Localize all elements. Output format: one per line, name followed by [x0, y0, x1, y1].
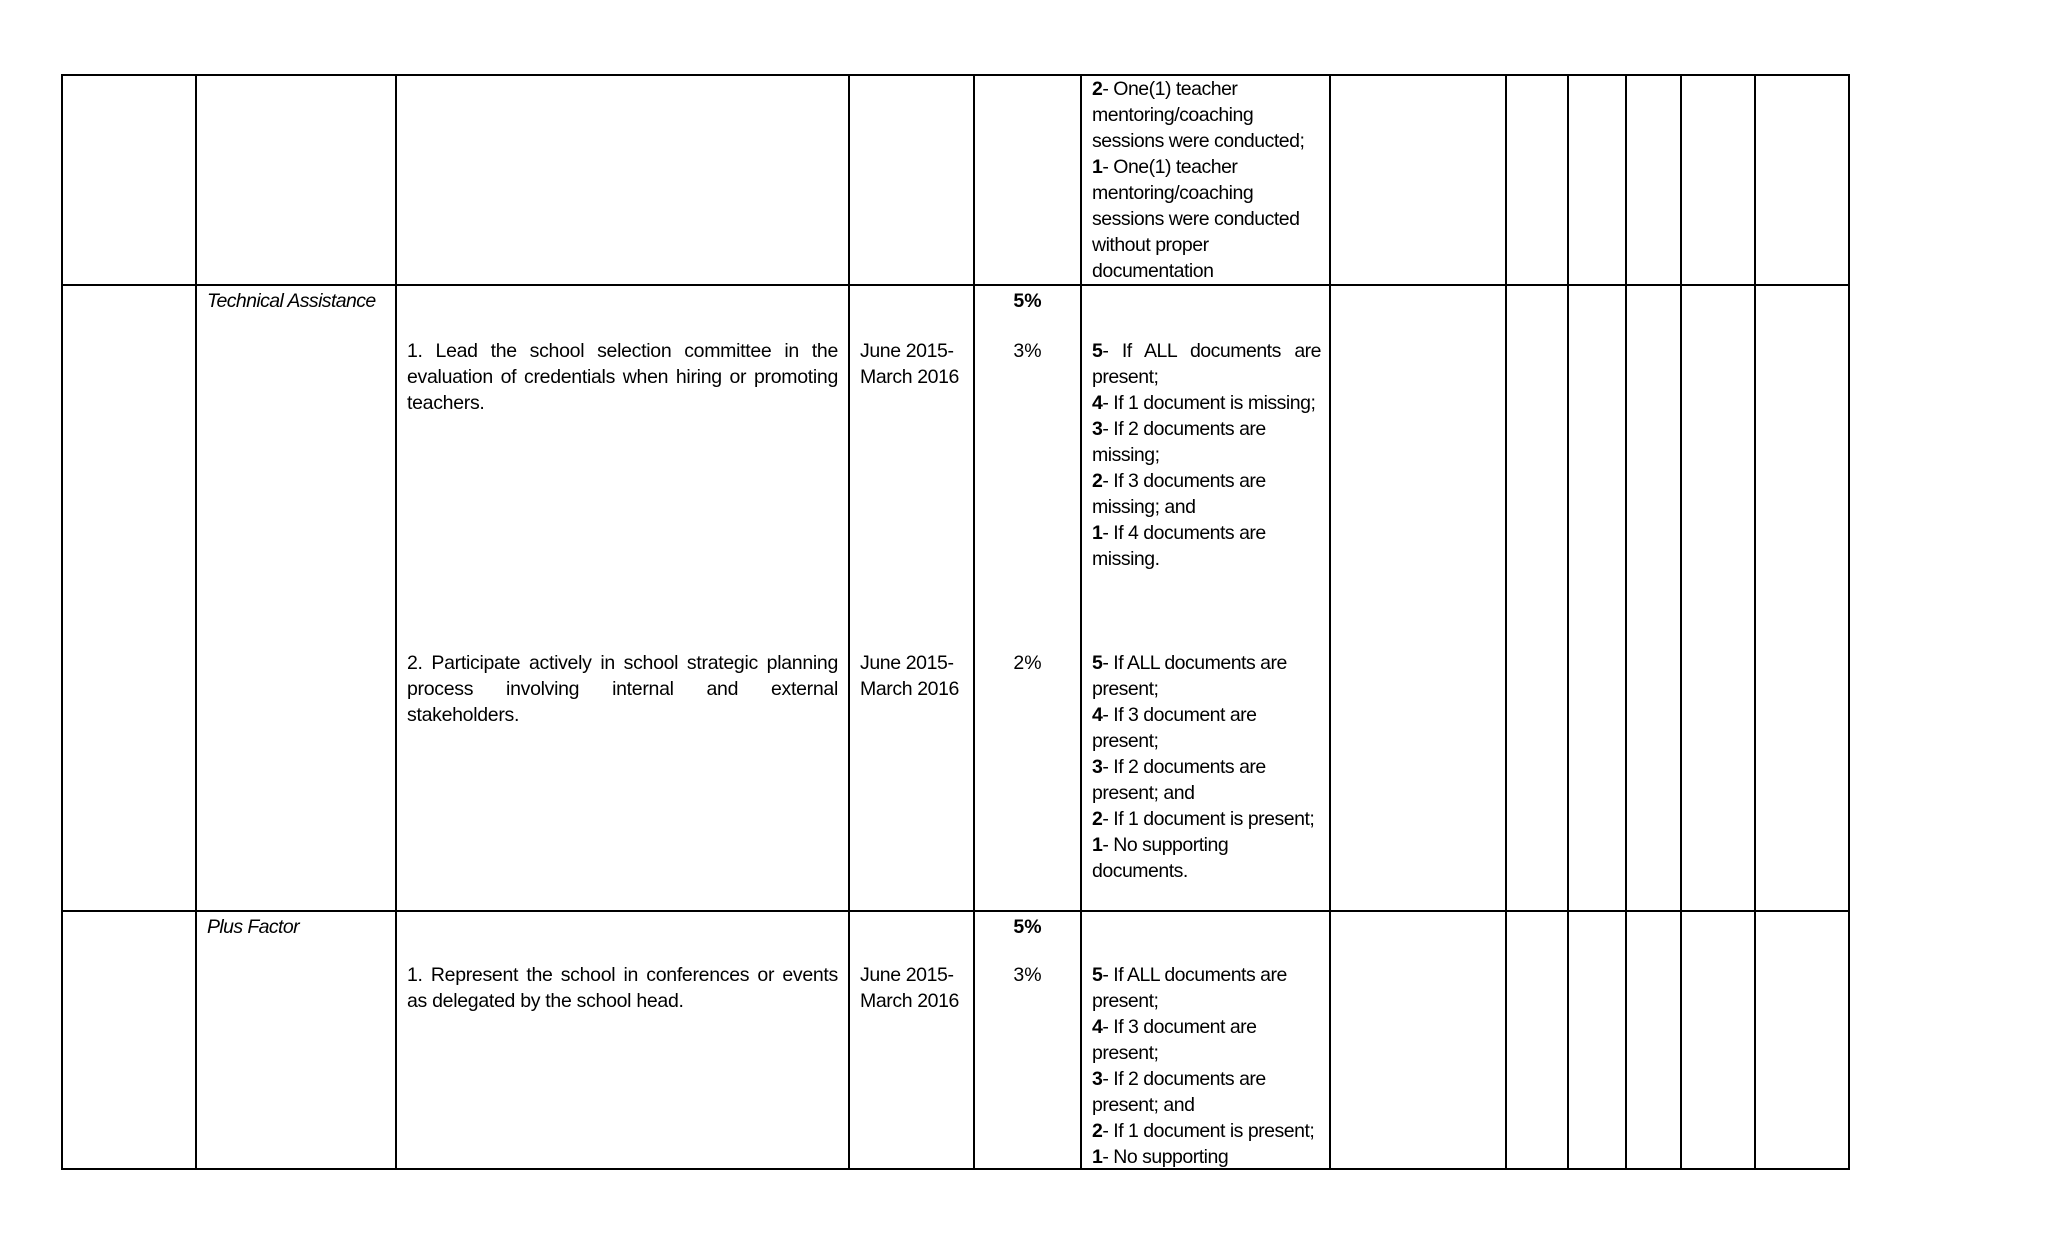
- category-cell: [196, 911, 396, 1169]
- empty-cell: [1568, 75, 1626, 285]
- criteria-list: [1092, 338, 1321, 572]
- objective-cell: [396, 911, 849, 1169]
- empty-cell: [196, 75, 396, 285]
- criterion: 4- If 3 document are present;: [1092, 704, 1257, 752]
- criterion: 4- If 1 document is missing;: [1092, 392, 1316, 414]
- criteria-cell: [1081, 75, 1330, 285]
- criterion: 3- If 2 documents are present; and: [1092, 756, 1266, 804]
- objective-text: 2. Participate actively in school strategic planning process involving internal and external stakeholders.: [407, 652, 838, 726]
- criterion: 1- No supporting documents.: [1092, 834, 1229, 882]
- criterion: 1- One(1) teacher mentoring/coaching sessions were conducted without proper documentation: [1092, 156, 1300, 282]
- timeline-cell: [849, 285, 974, 911]
- empty-cell: [1755, 911, 1849, 1169]
- objective-text: 1. Lead the school selection committee in the evaluation of credentials when hiring or promoting teachers.: [407, 340, 838, 414]
- empty-cell: [1330, 911, 1506, 1169]
- criterion: 4- If 3 document are present;: [1092, 1016, 1257, 1064]
- empty-cell: [1626, 285, 1681, 911]
- criteria-cell: [1081, 285, 1330, 911]
- objective-weight: 3%: [1013, 340, 1042, 362]
- criterion: 2- If 1 document is present;: [1092, 1120, 1315, 1142]
- empty-cell: [1681, 75, 1755, 285]
- criterion: 2- If 1 document is present;: [1092, 808, 1315, 830]
- criterion: 3- If 2 documents are missing;: [1092, 418, 1266, 466]
- criterion: 2- One(1) teacher mentoring/coaching sessions were conducted;: [1092, 78, 1305, 152]
- empty-cell: [62, 285, 196, 911]
- empty-cell: [1626, 75, 1681, 285]
- category-weight: 5%: [1013, 290, 1042, 312]
- category-label: Plus Factor: [207, 916, 300, 938]
- table-row: [62, 285, 1849, 911]
- criterion: 1- If 4 documents are missing.: [1092, 522, 1266, 570]
- empty-cell: [1330, 285, 1506, 911]
- category-weight: 5%: [1013, 916, 1042, 938]
- criteria-list: [1092, 76, 1321, 284]
- timeline-text: June 2015-March 2016: [860, 652, 959, 700]
- empty-cell: [62, 75, 196, 285]
- objective-weight: 3%: [1013, 964, 1042, 986]
- timeline-text: June 2015-March 2016: [860, 964, 959, 1012]
- timeline-text: June 2015-March 2016: [860, 340, 959, 388]
- empty-cell: [1330, 75, 1506, 285]
- empty-cell: [1506, 75, 1568, 285]
- empty-cell: [974, 75, 1081, 285]
- criterion: 5- If ALL documents are present;: [1092, 340, 1321, 388]
- criteria-cell: [1081, 911, 1330, 1169]
- empty-cell: [849, 75, 974, 285]
- table-row: [62, 911, 1849, 1169]
- category-label: Technical Assistance: [207, 290, 376, 312]
- criterion: 1- No supporting: [1092, 1146, 1229, 1168]
- criterion: 5- If ALL documents are present;: [1092, 652, 1287, 700]
- table-row: [62, 75, 1849, 285]
- empty-cell: [1506, 911, 1568, 1169]
- objective-text: 1. Represent the school in conferences or events as delegated by the school head.: [407, 964, 838, 1012]
- empty-cell: [1568, 911, 1626, 1169]
- empty-cell: [1681, 911, 1755, 1169]
- category-cell: [196, 285, 396, 911]
- empty-cell: [1568, 285, 1626, 911]
- empty-cell: [1681, 285, 1755, 911]
- rating-table: [61, 74, 1848, 1168]
- timeline-cell: [849, 911, 974, 1169]
- objective-weight: 2%: [1013, 652, 1042, 674]
- empty-cell: [62, 911, 196, 1169]
- criterion: 2- If 3 documents are missing; and: [1092, 470, 1266, 518]
- weight-cell: [974, 285, 1081, 911]
- objective-cell: [396, 285, 849, 911]
- weight-cell: [974, 911, 1081, 1169]
- criteria-list: [1092, 962, 1321, 1169]
- empty-cell: [1755, 285, 1849, 911]
- empty-cell: [1755, 75, 1849, 285]
- empty-cell: [396, 75, 849, 285]
- criterion: 3- If 2 documents are present; and: [1092, 1068, 1266, 1116]
- empty-cell: [1506, 285, 1568, 911]
- empty-cell: [1626, 911, 1681, 1169]
- criterion: 5- If ALL documents are present;: [1092, 964, 1287, 1012]
- criteria-list: [1092, 650, 1321, 884]
